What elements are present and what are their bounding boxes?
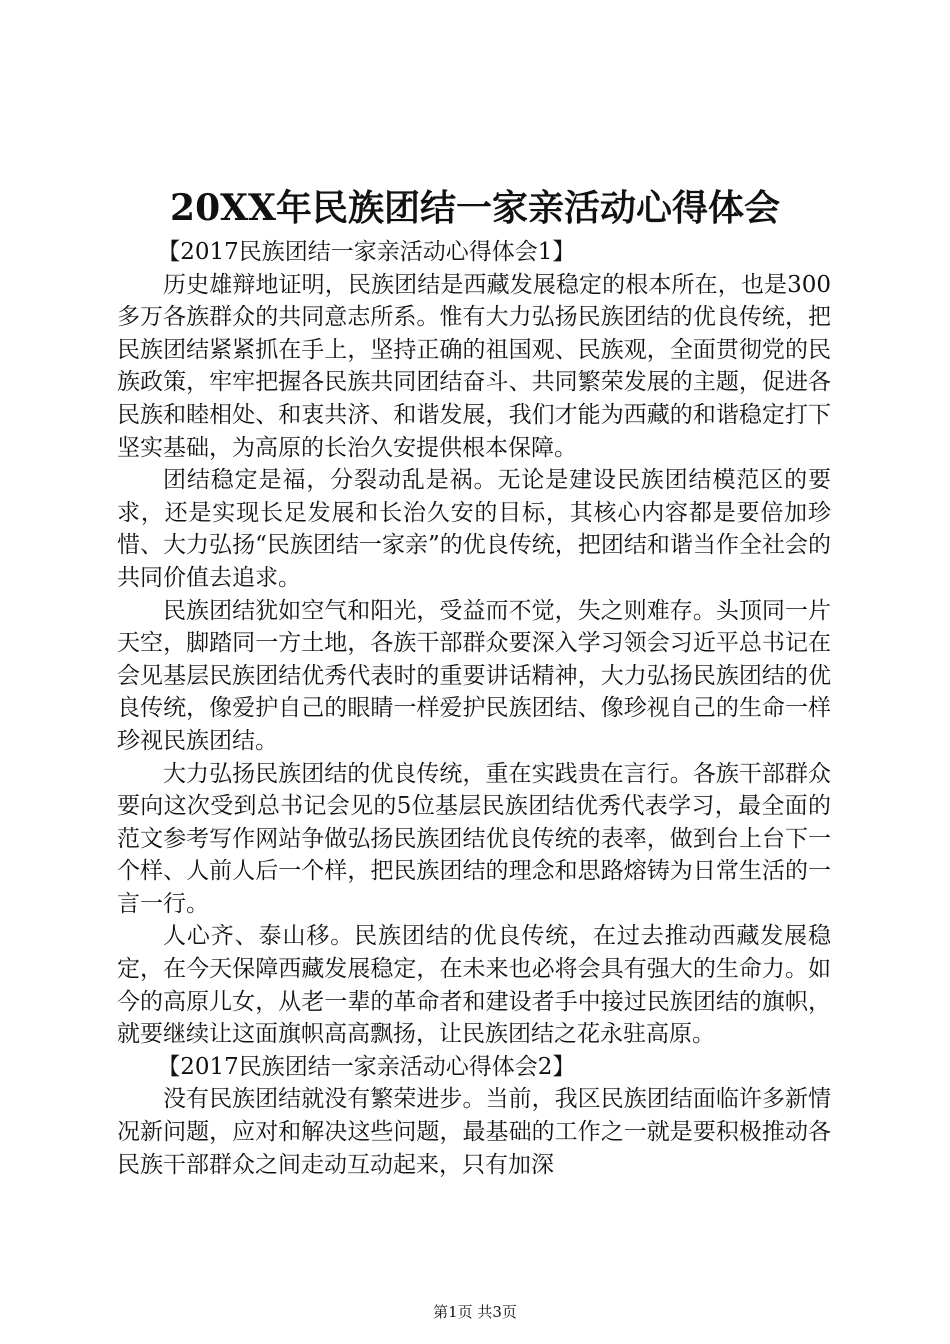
paragraph: 团结稳定是福，分裂动乱是祸。无论是建设民族团结模范区的要求，还是实现长足发展和长治久安的目标，其核心内容都是要倍加珍惜、大力弘扬“民族团结一家亲”的优良传统，把团结和谐当作全社会的共同价值去追求。: [117, 467, 831, 591]
page-number-footer: 第1页 共3页: [433, 1303, 517, 1321]
document-body: [117, 236, 831, 1181]
paragraph: 民族团结犹如空气和阳光，受益而不觉，失之则难存。头顶同一片天空，脚踏同一方土地，各族干部群众要深入学习领会习近平总书记在会见基层民族团结优秀代表时的重要讲话精神，大力弘扬民族团结的优良传统，像爱护自己的眼睛一样爱护民族团结、像珍视自己的生命一样珍视民族团结。: [117, 597, 831, 754]
section-heading: 【2017民族团结一家亲活动心得体会2】: [157, 1053, 576, 1080]
section-heading: 【2017民族团结一家亲活动心得体会1】: [157, 239, 576, 265]
paragraph: 没有民族团结就没有繁荣进步。当前，我区民族团结面临许多新情况新问题，应对和解决这些问题，最基础的工作之一就是要积极推动各民族干部群众之间走动互动起来，只有加深: [117, 1086, 831, 1178]
paragraph: 历史雄辩地证明，民族团结是西藏发展稳定的根本所在，也是300多万各族群众的共同意志所系。惟有大力弘扬民族团结的优良传统，把民族团结紧紧抓在手上，坚持正确的祖国观、民族观，全面贯彻党的民族政策，牢牢把握各民族共同团结奋斗、共同繁荣发展的主题，促进各民族和睦相处、和衷共济、和谐发展，我们才能为西藏的和谐稳定打下坚实基础，为高原的长治久安提供根本保障。: [117, 271, 831, 461]
paragraph: 人心齐、泰山移。民族团结的优良传统，在过去推动西藏发展稳定，在今天保障西藏发展稳定，在未来也必将会具有强大的生命力。如今的高原儿女，从老一辈的革命者和建设者手中接过民族团结的旗帜，就要继续让这面旗帜高高飘扬，让民族团结之花永驻高原。: [117, 923, 831, 1048]
paragraph: 大力弘扬民族团结的优良传统，重在实践贵在言行。各族干部群众要向这次受到总书记会见的5位基层民族团结优秀代表学习，最全面的范文参考写作网站争做弘扬民族团结优良传统的表率，做到台上台下一个样、人前人后一个样，把民族团结的理念和思路熔铸为日常生活的一言一行。: [117, 760, 831, 917]
page-title: 20XX年民族团结一家亲活动心得体会: [170, 187, 780, 229]
